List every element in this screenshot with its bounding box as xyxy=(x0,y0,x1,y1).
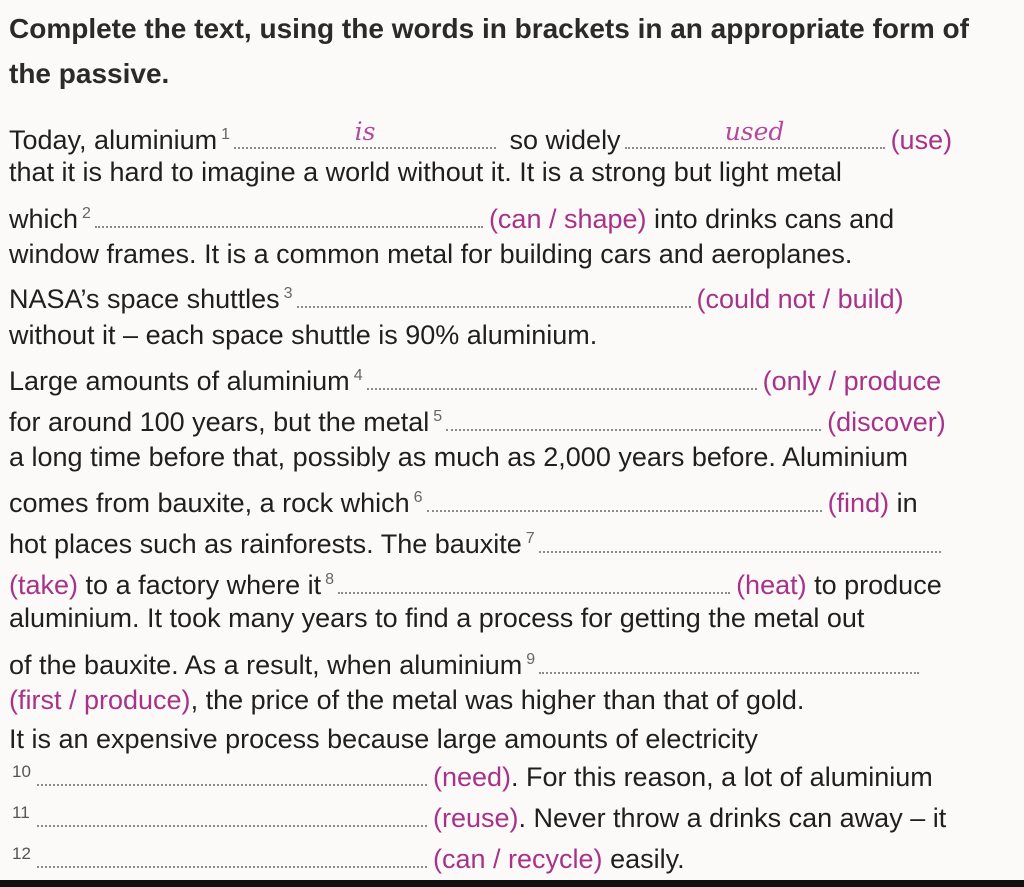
text-line-17: (need). For this reason, a lot of aluminium xyxy=(9,757,933,797)
answer-blank-8[interactable] xyxy=(338,568,730,594)
answer-blank-6[interactable] xyxy=(427,486,822,512)
hint-12: (can / recycle) xyxy=(433,844,603,874)
text-line-14: of the bauxite. As a result, when aluminium 9 xyxy=(9,640,925,680)
text-line-12: (take) to a factory where it 8 (heat) to produce xyxy=(9,560,942,600)
answer-blank-7[interactable] xyxy=(539,527,941,553)
hint-5: (discover) xyxy=(827,407,946,437)
gap-number-4: 4 xyxy=(353,367,363,384)
text-line-15: (first / produce), the price of the metal was higher than that of gold. xyxy=(9,685,805,715)
gap-number-6: 6 xyxy=(413,489,423,506)
text-line-9: a long time before that, possibly as much as 2,000 years before. Aluminium xyxy=(9,442,908,472)
gap-number-8: 8 xyxy=(325,571,335,588)
text-line-1: Today, aluminium 1 is so widely used (use) xyxy=(9,117,953,155)
gap-number-2: 2 xyxy=(82,205,91,222)
gap-number-9: 9 xyxy=(526,651,536,668)
answer-blank-12[interactable] xyxy=(37,842,427,868)
answer-blank-4[interactable] xyxy=(367,364,757,390)
answer-blank-9[interactable] xyxy=(539,648,919,674)
hint-3: (could not / build) xyxy=(696,284,904,314)
gap-number-10: 10 xyxy=(12,762,31,781)
answer-blank-1b[interactable] xyxy=(625,117,885,149)
text-line-5: NASA’s space shuttles 3 (could not / build) xyxy=(9,274,904,314)
gap-number-5: 5 xyxy=(433,408,443,425)
text-line-3: which 2 (can / shape) into drinks cans and xyxy=(9,194,894,234)
text-line-16: It is an expensive process because large amounts of electricity xyxy=(9,724,758,754)
text-line-4: window frames. It is a common metal for building cars and aeroplanes. xyxy=(9,239,853,269)
answer-blank-10[interactable] xyxy=(37,760,427,786)
exercise-title: Complete the text, using the words in brackets in an appropriate form of the passive. xyxy=(9,13,969,89)
answer-blank-2[interactable] xyxy=(95,202,483,228)
hint-11: (reuse) xyxy=(433,803,519,833)
hint-1: (use) xyxy=(890,125,953,155)
hint-4: (only / produce xyxy=(762,366,942,396)
hint-7: (take) xyxy=(9,570,79,600)
hint-8: (heat) xyxy=(736,570,807,600)
gap-number-12: 12 xyxy=(12,844,31,863)
text-line-18: (reuse). Never throw a drinks can away – it xyxy=(9,798,946,838)
text-line-6: without it – each space shuttle is 90% aluminium. xyxy=(9,320,598,350)
gap-number-11: 11 xyxy=(12,803,30,822)
hint-9: (first / produce) xyxy=(9,685,191,715)
gap-number-1: 1 xyxy=(221,126,230,143)
gap-number-3: 3 xyxy=(283,285,293,302)
text-line-7: Large amounts of aluminium 4 (only / produce xyxy=(9,356,941,396)
bottom-edge-bar xyxy=(0,880,1024,887)
text-line-13: aluminium. It took many years to find a process for getting the metal out xyxy=(9,603,865,633)
handwritten-answer-1a: is xyxy=(354,117,376,146)
gap-number-7: 7 xyxy=(525,530,535,547)
hint-6: (find) xyxy=(827,488,890,518)
hint-2: (can / shape) xyxy=(488,204,647,234)
text-line-8: for around 100 years, but the metal 5 (discover) xyxy=(9,397,946,437)
answer-blank-1a[interactable] xyxy=(234,117,496,149)
text-line-11: hot places such as rainforests. The bauxite 7 xyxy=(9,519,947,559)
text-line-10: comes from bauxite, a rock which 6 (find) in xyxy=(9,478,918,518)
hint-10: (need) xyxy=(433,762,512,792)
text-line-19: (can / recycle) easily. xyxy=(9,839,685,879)
answer-blank-5[interactable] xyxy=(446,405,821,431)
answer-blank-11[interactable] xyxy=(37,801,427,827)
handwritten-answer-1b: used xyxy=(724,117,785,146)
text-line-2: that it is hard to imagine a world without it. It is a strong but light metal xyxy=(9,157,842,187)
answer-blank-3[interactable] xyxy=(297,282,691,308)
